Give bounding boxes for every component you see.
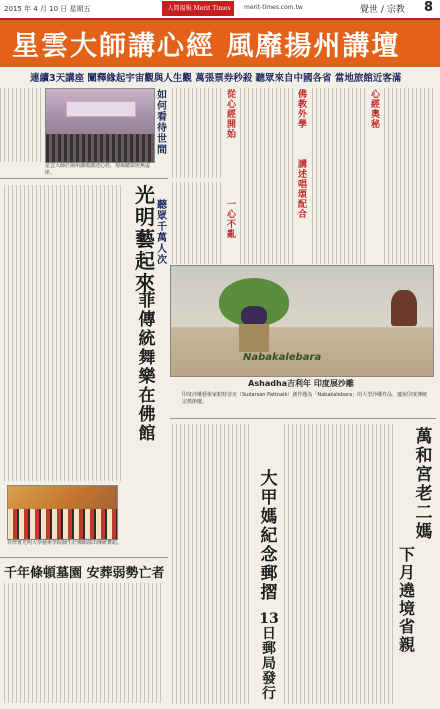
article-text-column xyxy=(4,185,124,481)
main-headline: 星雲大師講心經 風靡揚州講壇 xyxy=(12,31,401,62)
divider xyxy=(0,557,168,558)
subheading-tag: 講述唱頌配合 xyxy=(297,160,307,220)
subheading-tag: 聽眾千萬人次 xyxy=(157,200,167,266)
article-text-column xyxy=(172,88,224,178)
jagannath-face xyxy=(241,306,267,326)
article-text-column xyxy=(240,88,295,264)
article-headline: 光明藝起來 xyxy=(135,183,155,295)
stage xyxy=(66,101,136,117)
audience xyxy=(46,134,154,162)
camel-rider xyxy=(391,290,417,326)
article-subheadline: 下月遶境省親 xyxy=(398,545,415,654)
photo-caption: 菲律賓光明大學藝術學院師生於佛館演出傳統舞蹈。 xyxy=(7,540,123,546)
subheadline: 連續3天講座 闡釋緣起宇宙觀與人生觀 萬張票券秒殺 聽眾來自中國各省 當地旅館近客滿 xyxy=(30,73,402,84)
dance-performance-photo xyxy=(7,485,118,540)
dancers xyxy=(8,509,117,539)
page-number: 8 xyxy=(424,0,434,15)
subheading-tag: 佛教外學 xyxy=(297,90,307,130)
issue-date: 2015 年 4 月 10 日 星期五 xyxy=(4,5,91,13)
website-address: merit-times.com.tw xyxy=(244,4,303,11)
article-text-column xyxy=(312,88,368,264)
subheading-tag: 心經奧秘 xyxy=(370,90,380,130)
subheading-tag: 一心不亂 xyxy=(226,200,236,240)
logo-text: 人間福報 xyxy=(167,5,192,12)
sculpture-lettering: Nabakalebara xyxy=(243,352,322,363)
lecture-photo xyxy=(45,88,155,163)
article-headline: 千年條頓墓園 安葬弱勢亡者 xyxy=(4,566,165,581)
photo-caption: Ashadha吉利年 印度展沙雕 xyxy=(248,379,354,388)
article-text-column xyxy=(384,88,436,264)
article-headline: 萬和宮老二媽 xyxy=(415,427,433,542)
article-text-column xyxy=(172,182,224,264)
article-headline: 大甲媽紀念郵摺 xyxy=(260,469,278,603)
section-name: 覺世 / 宗教 xyxy=(360,5,405,15)
article-text-column xyxy=(172,424,252,704)
divider xyxy=(170,418,436,419)
article-subheadline: 13日郵局發行 xyxy=(259,611,279,702)
tree-trunk xyxy=(239,324,269,352)
logo-english: Merit Times xyxy=(193,5,231,12)
divider xyxy=(0,178,168,179)
photo-description: 印度沙雕藝術家帕特奈克（Sudarsan Pattnaik）創作題為「Nabakalebara」的大型沙雕作品，慶祝印度傳統宗教節慶。 xyxy=(182,392,428,405)
subheading-tag: 從心經開始 xyxy=(226,90,236,140)
article-subheadline: 菲傳統舞樂在佛館 xyxy=(138,291,156,444)
photo-caption: 星雲大師於揚州講壇講述心經，現場聽眾座無虛席。 xyxy=(45,163,151,176)
article-text-column xyxy=(0,88,42,162)
subheading-tag: 如何看待世間 xyxy=(157,90,167,156)
article-text-column xyxy=(284,424,394,704)
article-text-column xyxy=(4,583,164,703)
newspaper-logo xyxy=(162,1,234,16)
sand-sculpture-photo xyxy=(170,265,434,377)
